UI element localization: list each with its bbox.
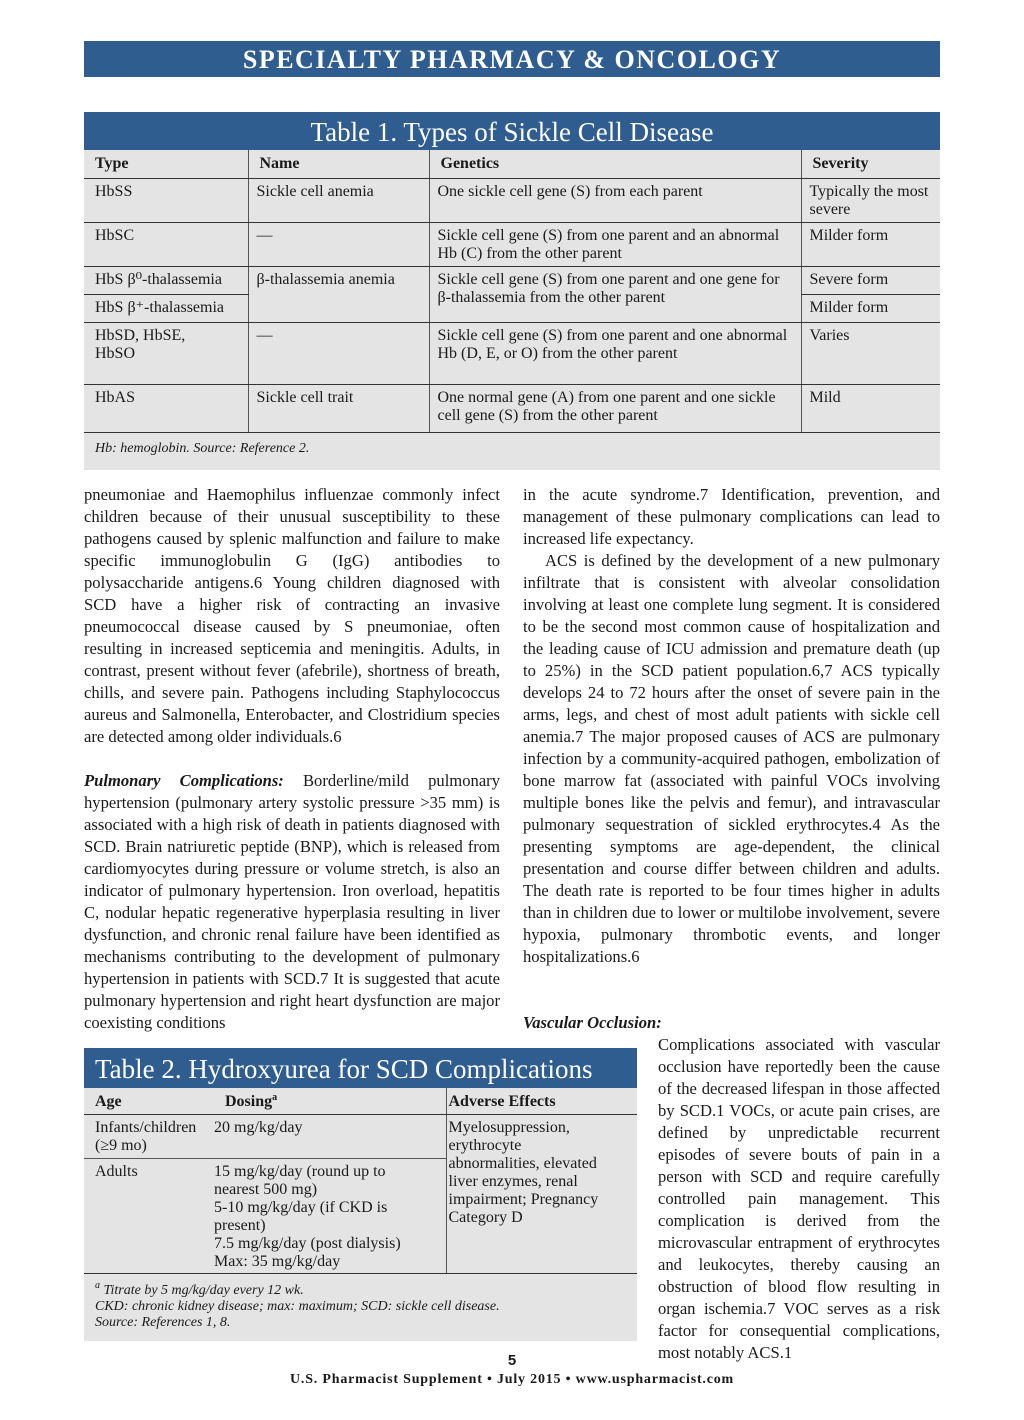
text-pulmonary: Borderline/mild pulmonary hypertension (pulmonary artery systolic pressure >35 mm) is associated with a high risk of death in patients diagnosed with SCD. Brain natriuretic peptide (BNP), which is released from cardiomyocytes during pressure or volume stretch, is also an indicator of pulmonary hypertension. Iron overload, hepatitis C, nodular hepatic regenerative hyperplasia resulting in liver dysfunction, and chronic renal failure have been identified as mechanisms contributing to the development of pulmonary hypertension in patients with SCD.7 It is suggested that acute pulmonary hypertension and right heart dysfunction are major coexisting conditions — [84, 771, 501, 1032]
cell-name: — — [248, 323, 429, 385]
cell-name: β-thalassemia anemia — [248, 267, 429, 323]
cell-type: HbSD, HbSE, HbSO — [84, 323, 248, 385]
page-number: 5 — [507, 1352, 517, 1369]
paragraph-infections: pneumoniae and Haemophilus influenzae commonly infect children because of their unusual susceptibility to these pathogens caused by splenic malfunction and failure to make specific immunoglobulin G (IgG) antibodies to polysaccharide antigens.6 Young children diagnosed with SCD have a higher risk of contracting an invasive pneumococcal disease caused by S pneumoniae, often resulting in increased septicemia and meningitis. Adults, in contrast, present without fever (afebrile), shortness of breath, chills, and severe pain. Pathogens including Staphylococcus aureus and Salmonella, Enterobacter, and Clostridium species are detected among older individuals.6 — [84, 485, 500, 746]
right-column — [523, 484, 940, 968]
col-header-name: Name — [248, 150, 429, 179]
paragraph-acute-syndrome: in the acute syndrome.7 Identification, prevention, and management of these pulmonary complications can lead to increased life expectancy. — [523, 485, 940, 548]
table-1-footnote: Hb: hemoglobin. Source: Reference 2. — [95, 441, 310, 456]
cell-name: Sickle cell trait — [248, 385, 429, 433]
table-row — [84, 179, 940, 223]
cell-type: HbS β⁰-thalassemia — [84, 267, 248, 295]
cell-severity: Varies — [801, 323, 940, 385]
paragraph-pulmonary — [84, 770, 500, 1034]
cell-genetics: Sickle cell gene (S) from one parent and one abnormal Hb (D, E, or O) from the other parent — [429, 323, 801, 385]
table-1-grid — [84, 150, 940, 433]
table-1-title: Table 1. Types of Sickle Cell Disease — [84, 112, 940, 150]
dosing-line: 7.5 mg/kg/day (post dialysis) — [214, 1235, 401, 1252]
cell-adverse-effects: Myelosuppression, erythrocyte abnormalities, elevated liver enzymes, renal impairment; Pregnancy Category D — [446, 1115, 637, 1274]
heading-vascular-occlusion: Vascular Occlusion: — [523, 1013, 662, 1032]
col-header-dosing: Dosing$^a$ — [214, 1088, 446, 1115]
cell-dosing — [214, 1159, 446, 1274]
table-2-title: Table 2. Hydroxyurea for SCD Complications — [84, 1048, 637, 1088]
cell-type: HbSS — [84, 179, 248, 223]
cell-severity: Milder form — [801, 295, 940, 323]
col-header-genetics: Genetics — [429, 150, 801, 179]
cell-name: Sickle cell anemia — [248, 179, 429, 223]
cell-genetics: Sickle cell gene (S) from one parent and an abnormal Hb (C) from the other parent — [429, 223, 801, 267]
table-2-footnotes — [95, 1280, 500, 1331]
col-header-adverse-effects: Adverse Effects — [446, 1088, 637, 1115]
dosing-line: 15 mg/kg/day (round up to nearest 500 mg) — [214, 1163, 386, 1198]
table-2 — [84, 1048, 637, 1341]
cell-severity: Typically the most severe — [801, 179, 940, 223]
table-2-grid — [84, 1088, 637, 1274]
cell-severity: Milder form — [801, 223, 940, 267]
cell-type: HbS β⁺-thalassemia — [84, 295, 248, 323]
dosing-line: Max: 35 mg/kg/day — [214, 1253, 341, 1270]
col-header-type: Type — [84, 150, 248, 179]
footnote-abbreviations: CKD: chronic kidney disease; max: maximum; SCD: sickle cell disease. — [95, 1299, 500, 1314]
footnote-a: $^a$ Titrate by 5 mg/kg/day every 12 wk. — [95, 1280, 304, 1298]
cell-type: HbSC — [84, 223, 248, 267]
dosing-line: 5-10 mg/kg/day (if CKD is present) — [214, 1199, 388, 1234]
footnote-source: Source: References 1, 8. — [95, 1315, 231, 1330]
cell-genetics: One normal gene (A) from one parent and one sickle cell gene (S) from the other parent — [429, 385, 801, 433]
table-row — [84, 385, 940, 433]
table-row — [84, 1115, 637, 1159]
cell-name: — — [248, 223, 429, 267]
col-header-age: Age — [84, 1088, 214, 1115]
cell-type: HbAS — [84, 385, 248, 433]
table-row — [84, 323, 940, 385]
cell-severity: Mild — [801, 385, 940, 433]
vascular-column — [658, 1034, 940, 1364]
cell-age: Adults — [84, 1159, 214, 1274]
text-vascular: Complications associated with vascular occlusion have reportedly been the cause of the decreased lifespan in those affected by SCD.1 VOCs, or acute pain crises, are defined by unpredictable recurrent episodes of severe bouts of pain in a person with SCD and require carefully controlled pain management. This complication is derived from the microvascular entrapment of erythrocytes and leukocytes, thereby causing an obstruction of blood flow resulting in organ ischemia.7 VOC serves as a risk factor for consequential complications, most notably ACS.1 — [658, 1035, 940, 1362]
paragraph-acs: ACS is defined by the development of a new pulmonary infiltrate that is consistent with alveolar consolidation involving at least one complete lung segment. It is considered to be the second most common cause of hospitalization and the leading cause of ICU admission and premature death (up to 25%) in the SCD patient population.6,7 ACS typically develops 24 to 72 hours after the onset of severe pain in the arms, legs, and chest of most adult patients with sickle cell anemia.7 The major proposed causes of ACS are pulmonary infection by a community-acquired pathogen, embolization of bone marrow fat (associated with painful VOCs involving multiple bones like the pelvis and femur), and intravascular pulmonary sequestration of sickled erythrocytes.4 As the presenting symptoms are age-dependent, the clinical presentation and course differ between children and adults. The death rate is reported to be four times higher in adults than in children due to lower or multilobe involvement, severe hypoxia, pulmonary thrombotic events, and longer hospitalizations.6 — [523, 551, 940, 966]
heading-pulmonary-complications: Pulmonary Complications: — [84, 771, 284, 790]
left-column — [84, 484, 500, 1034]
cell-genetics: Sickle cell gene (S) from one parent and one gene for β-thalassemia from the other parent — [429, 267, 801, 323]
table-row — [84, 267, 940, 295]
cell-dosing: 20 mg/kg/day — [214, 1119, 303, 1136]
cell-age: Infants/children (≥9 mo) — [95, 1119, 197, 1154]
cell-severity: Severe form — [801, 267, 940, 295]
section-banner: SPECIALTY PHARMACY & ONCOLOGY — [84, 41, 940, 77]
table-1 — [84, 112, 940, 470]
paragraph-vascular-start — [523, 1012, 940, 1034]
page-footer: U.S. Pharmacist Supplement • July 2015 • www.uspharmacist.com — [289, 1372, 734, 1387]
col-header-severity: Severity — [801, 150, 940, 179]
cell-genetics: One sickle cell gene (S) from each parent — [429, 179, 801, 223]
table-row — [84, 223, 940, 267]
dosing-footnote-mark: a — [272, 1092, 278, 1103]
